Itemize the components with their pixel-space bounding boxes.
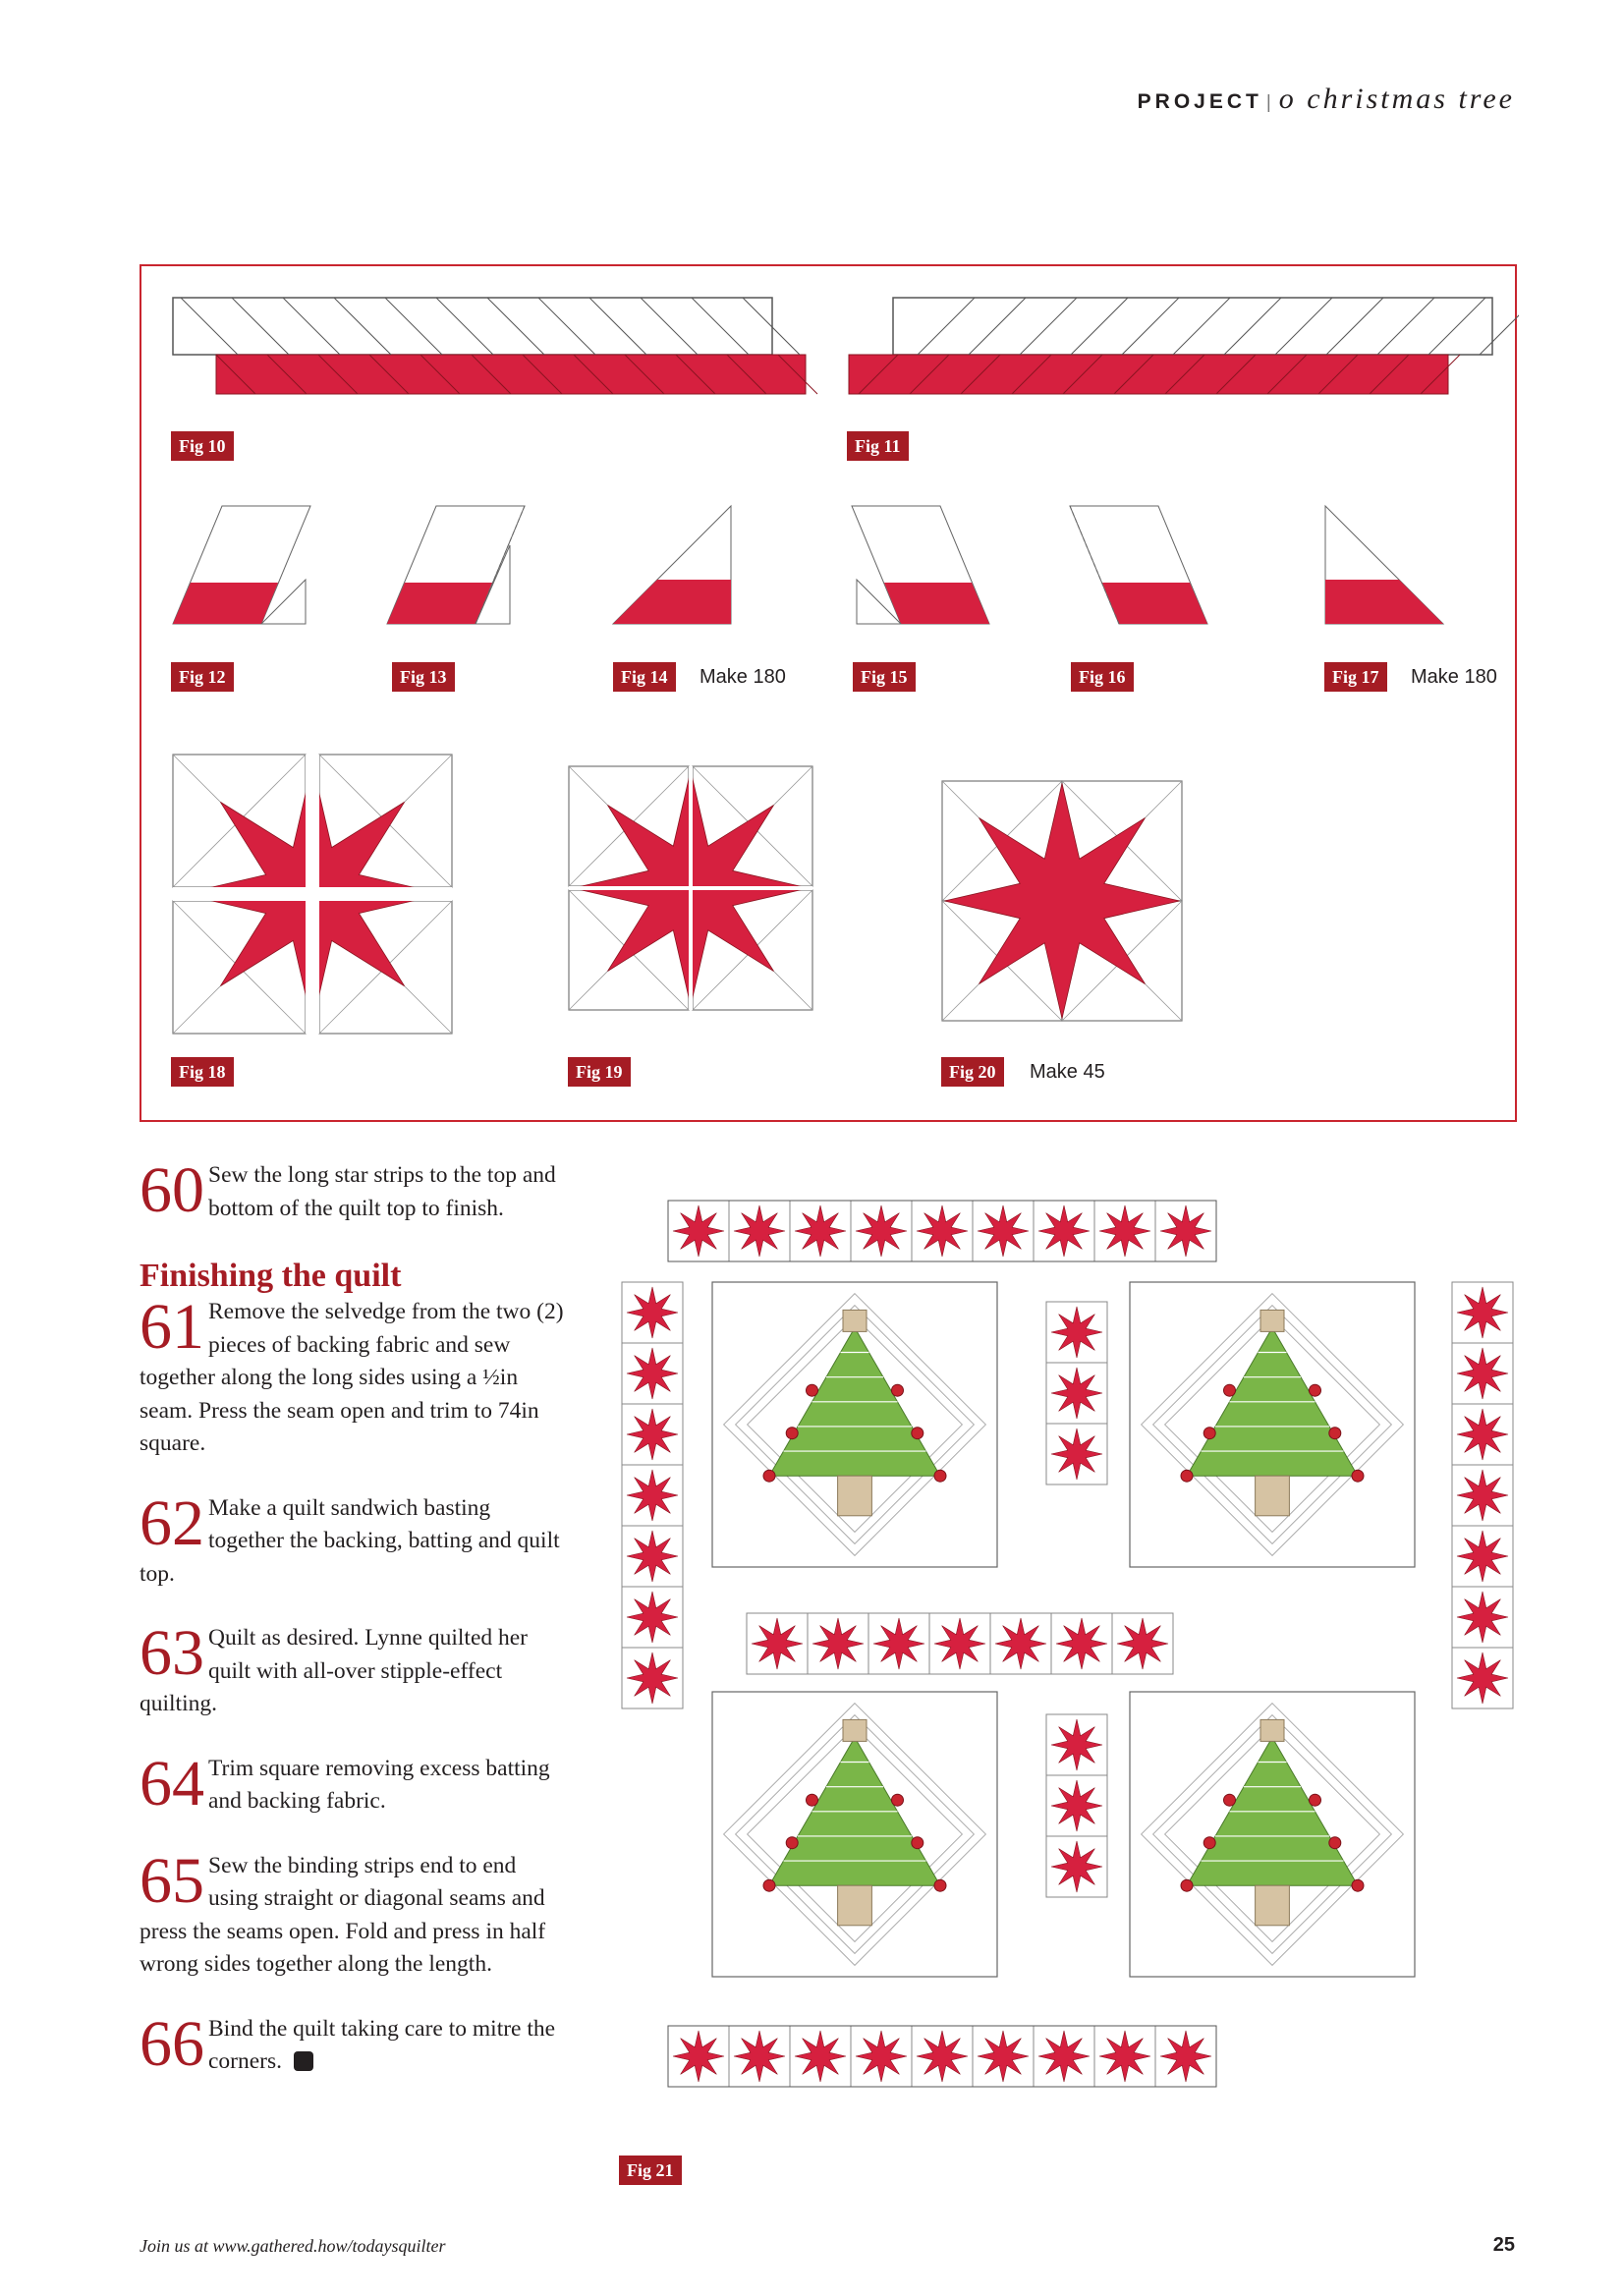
step-text: Trim square removing excess batting and backing fabric.	[208, 1755, 550, 1814]
footer-website: Join us at www.gathered.how/todaysquilter	[140, 2236, 446, 2256]
step-62	[140, 1486, 572, 1592]
instructions	[140, 1154, 572, 2110]
step-number: 62	[140, 1486, 204, 1559]
fig20-make: Make 45	[1030, 1061, 1105, 1083]
fig17-make: Make 180	[1411, 666, 1497, 688]
fig20-diagram	[942, 781, 1182, 1021]
step-63	[140, 1617, 572, 1721]
fig19-label: Fig 19	[568, 1057, 631, 1087]
step-text: Sew the binding strips end to end using straight or diagonal seams and press the seams open. Fold and press in half wrong sides together along the length.	[140, 1852, 546, 1977]
step-60	[140, 1154, 572, 1226]
fig20-label: Fig 20	[941, 1057, 1004, 1087]
fig12-label: Fig 12	[171, 662, 234, 692]
fig16-label: Fig 16	[1071, 662, 1134, 692]
fig10-label: Fig 10	[171, 431, 234, 461]
header-title: o christmas tree	[1278, 83, 1515, 115]
step-number: 66	[140, 2007, 204, 2080]
step-65	[140, 1844, 572, 1982]
fig15-label: Fig 15	[853, 662, 916, 692]
section-heading: Finishing the quilt	[140, 1258, 402, 1294]
fig16-diagram	[1070, 506, 1207, 624]
fig12-diagram	[173, 506, 310, 624]
step-text: Make a quilt sandwich basting together the backing, batting and quilt top.	[140, 1494, 560, 1587]
fig14-label: Fig 14	[613, 662, 676, 692]
running-header	[1138, 83, 1515, 116]
header-separator: |	[1265, 92, 1271, 113]
fig18-label: Fig 18	[171, 1057, 234, 1087]
step-66	[140, 2007, 572, 2080]
step-text: Remove the selvedge from the two (2) pieces of backing fabric and sew together along the long sides using a ½in seam. Press the seam open and trim to 74in square.	[140, 1299, 564, 1456]
fig17-diagram	[1325, 506, 1443, 624]
header-project: PROJECT	[1137, 90, 1262, 113]
fig19-diagram	[569, 766, 812, 1010]
step-text: Bind the quilt taking care to mitre the corners.	[208, 2015, 556, 2074]
step-number: 64	[140, 1747, 204, 1820]
fig13-diagram	[387, 506, 525, 624]
step-64	[140, 1747, 572, 1820]
step-text: Sew the long star strips to the top and bottom of the quilt top to finish.	[208, 1162, 556, 1221]
step-text: Quilt as desired. Lynne quilted her quilt with all-over stipple-effect quilting.	[140, 1625, 529, 1716]
step-number: 60	[140, 1154, 204, 1226]
fig13-label: Fig 13	[392, 662, 455, 692]
figures-diagrams	[141, 266, 1519, 1124]
quilt-layout	[619, 1189, 1533, 2181]
fig11-label: Fig 11	[847, 431, 909, 461]
fig14-make: Make 180	[700, 666, 786, 688]
step-number: 65	[140, 1844, 204, 1917]
fig17-label: Fig 17	[1324, 662, 1387, 692]
fig21-label: Fig 21	[619, 2156, 682, 2185]
fig10-diagram	[173, 298, 817, 394]
tq-badge-icon	[294, 2051, 313, 2071]
fig21-quilt-diagram	[619, 1189, 1533, 2186]
fig18-diagram	[173, 755, 452, 1034]
fig15-diagram	[852, 506, 989, 624]
fig11-diagram	[849, 298, 1519, 394]
step-number: 61	[140, 1291, 204, 1363]
step-number: 63	[140, 1617, 204, 1689]
page-number: 25	[1492, 2234, 1515, 2256]
fig14-diagram	[613, 506, 731, 624]
figures-panel	[140, 264, 1517, 1122]
step-61	[140, 1291, 572, 1461]
